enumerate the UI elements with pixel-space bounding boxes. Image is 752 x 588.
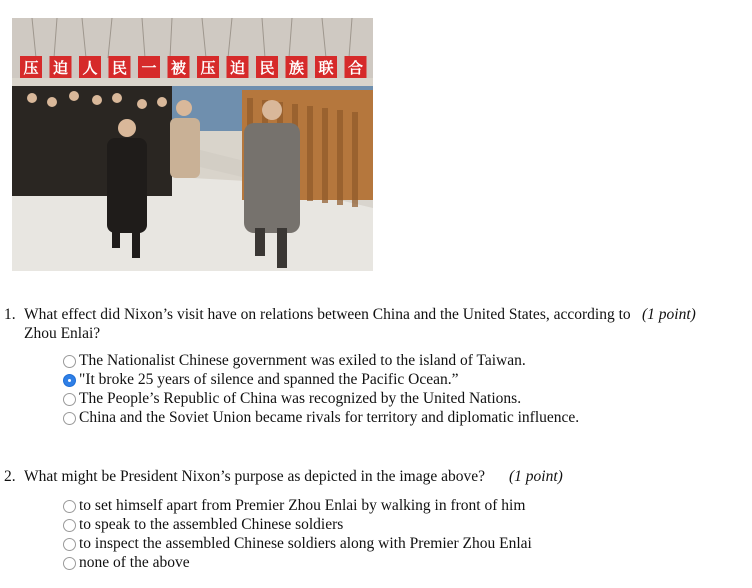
question-2-option-d[interactable]: [63, 553, 532, 572]
question-2-number: 2.: [4, 468, 16, 485]
option-label[interactable]: to speak to the assembled Chinese soldiers: [79, 515, 344, 533]
question-1-number: 1.: [4, 306, 16, 323]
question-1-option-b[interactable]: [63, 370, 579, 389]
question-2-text: What might be President Nixon’s purpose as depicted in the image above?: [24, 468, 486, 485]
option-label[interactable]: The People’s Republic of China was recognized by the United Nations.: [79, 389, 522, 407]
question-2-points: (1 point): [509, 468, 563, 485]
question-1-option-a[interactable]: [63, 351, 579, 370]
banner-character: 压: [23, 59, 39, 77]
banner-character: 族: [288, 59, 305, 77]
radio-button-selected[interactable]: [63, 374, 76, 387]
photo-illustration: [12, 18, 373, 271]
radio-button[interactable]: [63, 538, 76, 551]
question-2-options: [63, 496, 532, 572]
banner-character: 压: [200, 59, 216, 77]
banner-character: 人: [82, 59, 98, 77]
option-label[interactable]: to inspect the assembled Chinese soldiers along with Premier Zhou Enlai: [79, 534, 532, 552]
banner-character: 合: [347, 59, 364, 77]
question-1-options: [63, 351, 579, 427]
banner-character: 被: [170, 59, 187, 77]
question-1-text: What effect did Nixon’s visit have on relations between China and the United States, according to Zhou Enlai?: [24, 306, 631, 342]
radio-button[interactable]: [63, 500, 76, 513]
banner-character: 联: [318, 59, 334, 77]
option-label[interactable]: China and the Soviet Union became rivals for territory and diplomatic influence.: [79, 408, 580, 426]
banner-character: 民: [111, 59, 128, 77]
question-1-option-d[interactable]: [63, 408, 579, 427]
option-label[interactable]: "It broke 25 years of silence and spanned the Pacific Ocean.”: [79, 370, 459, 388]
historical-photo: [12, 18, 373, 271]
radio-button[interactable]: [63, 519, 76, 532]
banner-character: 迫: [229, 59, 246, 77]
radio-button[interactable]: [63, 412, 76, 425]
radio-button[interactable]: [63, 557, 76, 570]
radio-button[interactable]: [63, 393, 76, 406]
option-label[interactable]: to set himself apart from Premier Zhou Enlai by walking in front of him: [79, 496, 526, 514]
question-1-points: (1 point): [642, 306, 696, 323]
banner-character: 民: [259, 59, 275, 77]
question-2-option-b[interactable]: [63, 515, 532, 534]
radio-button[interactable]: [63, 355, 76, 368]
banner-character: 一: [141, 59, 157, 77]
option-label[interactable]: none of the above: [79, 553, 190, 571]
banner-character: 迫: [52, 59, 69, 77]
option-label[interactable]: The Nationalist Chinese government was exiled to the island of Taiwan.: [79, 351, 526, 369]
question-2-option-a[interactable]: [63, 496, 532, 515]
question-2-option-c[interactable]: [63, 534, 532, 553]
question-1-option-c[interactable]: [63, 389, 579, 408]
